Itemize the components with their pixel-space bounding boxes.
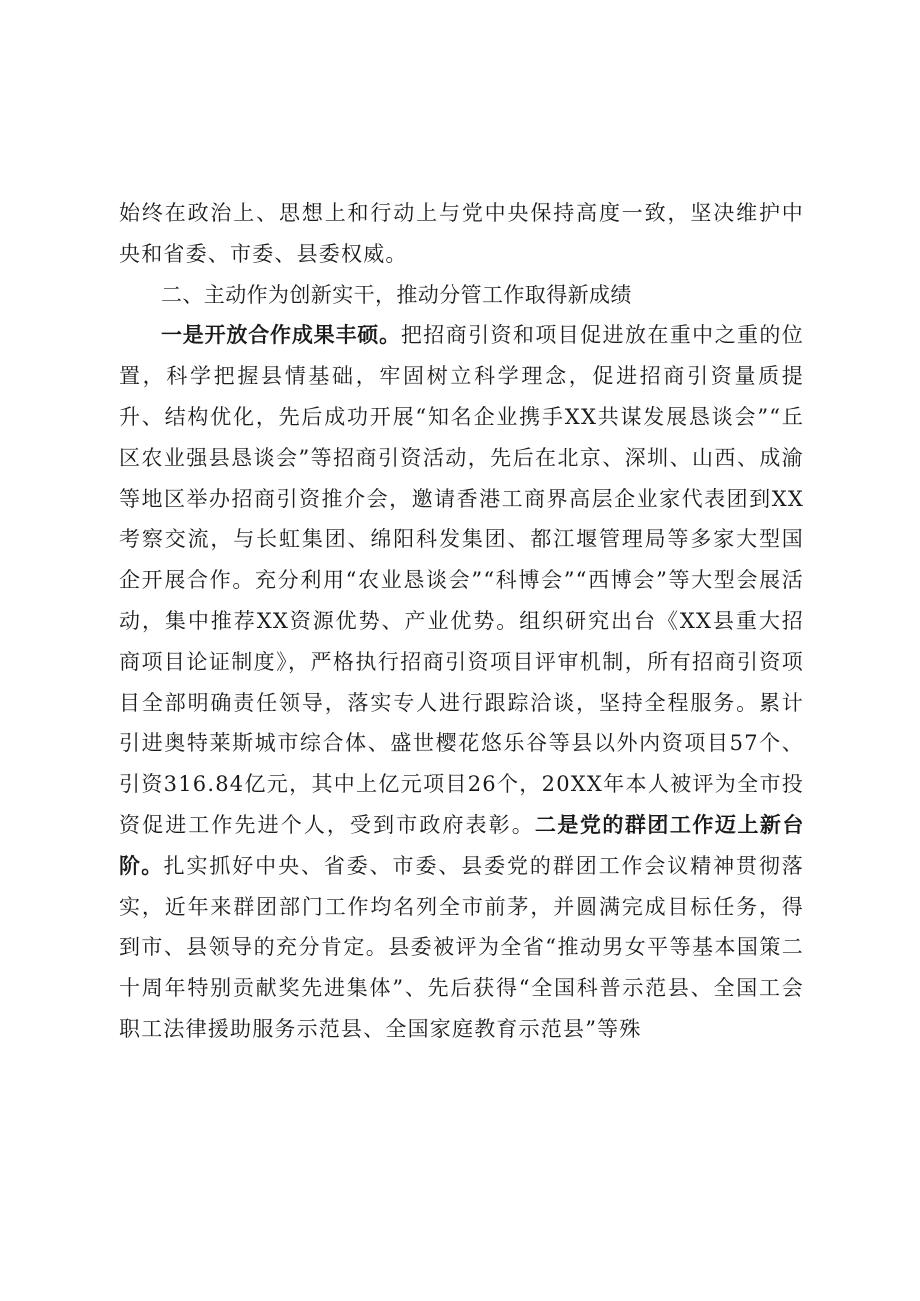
continuation-paragraph: 始终在政治上、思想上和行动上与党中央保持高度一致，坚决维护中央和省委、市委、县委权威。 bbox=[119, 201, 804, 266]
document-body bbox=[119, 193, 804, 1050]
section-heading: 二、主动作为创新实干，推动分管工作取得新成绩 bbox=[161, 282, 632, 307]
item1-body: 把招商引资和项目促进放在重中之重的位置，科学把握县情基础，牢固树立科学理念，促进招商引资量质提升、结构优化，先后成功开展“知名企业携手XX共谋发展恳谈会”“丘区农业强县恳谈会”等招商引资活动，先后在北京、深圳、山西、成渝等地区举办招商引资推介会，邀请香港工商界高层企业家代表团到XX考察交流，与长虹集团、绵阳科发集团、都江堰管理局等多家大型国企开展合作。充分利用“农业恳谈会”“科博会”“西博会”等大型会展活动，集中推荐XX资源优势、产业优势。组织研究出台《XX县重大招商项目论证制度》，严格执行招商引资项目评审机制，所有招商引资项目全部明确责任领导，落实专人进行跟踪洽谈，坚持全程服务。累计引进奥特莱斯城市综合体、盛世樱花悠乐谷等县以外内资项目57个、引资316.84亿元，其中上亿元项目26个，20XX年本人被评为全市投资促进工作先进个人，受到市政府表彰。 bbox=[119, 323, 804, 837]
achievement-paragraph bbox=[119, 315, 804, 1049]
item2-lead: 二是党的群团工作迈上新台阶。 bbox=[119, 812, 804, 878]
item1-lead: 一是开放合作成果丰硕。 bbox=[161, 323, 401, 348]
item2-body: 扎实抓好中央、省委、市委、县委党的群团工作会议精神贯彻落实，近年来群团部门工作均名列全市前茅，并圆满完成目标任务，得到市、县领导的充分肯定。县委被评为全省“推动男女平等基本国策二十周年特别贡献奖先进集体”、先后获得“全国科普示范县、全国工会职工法律援助服务示范县、全国家庭教育示范县”等殊 bbox=[119, 853, 804, 1041]
